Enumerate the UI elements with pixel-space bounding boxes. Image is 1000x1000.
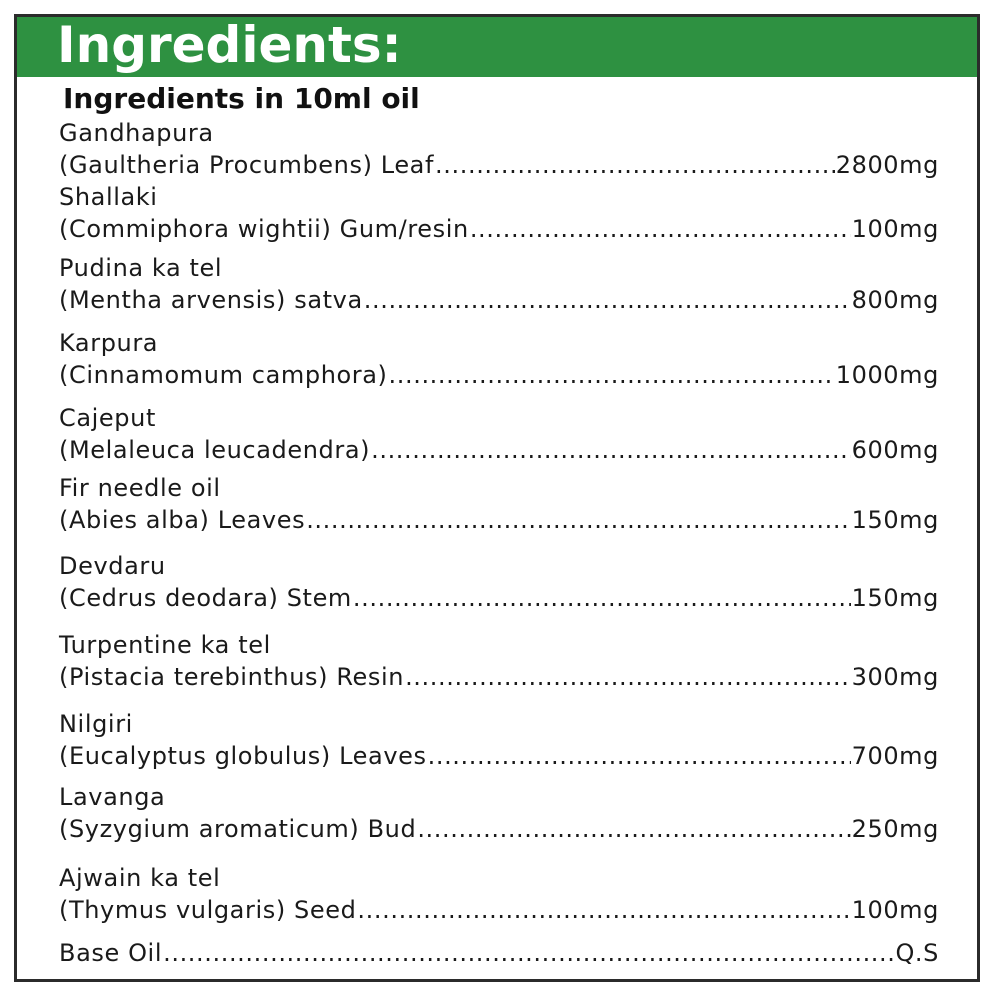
ingredient-row [59, 661, 939, 693]
ingredient-name: Shallaki [59, 183, 158, 211]
ingredient-source: (Commiphora wightii) Gum/resin [59, 215, 469, 243]
ingredient-amount: 100mg [851, 896, 939, 924]
dot-leader [389, 359, 835, 391]
ingredient-amount: 150mg [851, 506, 939, 534]
ingredient-amount: 800mg [851, 286, 939, 314]
dot-leader [371, 434, 850, 466]
header-bar [17, 17, 977, 77]
base-oil-label: Base Oil [59, 939, 163, 967]
ingredient-source: (Mentha arvensis) satva [59, 286, 363, 314]
ingredient-name: Ajwain ka tel [59, 864, 221, 892]
ingredient-row [59, 894, 939, 926]
ingredient-name: Nilgiri [59, 710, 133, 738]
ingredient-row [59, 284, 939, 316]
ingredient-amount: 100mg [851, 215, 939, 243]
dot-leader [306, 504, 850, 536]
ingredient-item [59, 327, 939, 391]
ingredient-source: (Abies alba) Leaves [59, 506, 306, 534]
ingredient-name: Lavanga [59, 783, 166, 811]
ingredient-amount: 2800mg [835, 151, 939, 179]
section-subheading: Ingredients in 10ml oil [63, 82, 420, 115]
base-oil-amount: Q.S [895, 939, 939, 967]
ingredient-amount: 150mg [851, 584, 939, 612]
ingredient-item [59, 181, 939, 245]
ingredient-source: (Syzygium aromaticum) Bud [59, 815, 417, 843]
ingredient-source: (Cinnamomum camphora) [59, 361, 388, 389]
ingredient-source: (Cedrus deodara) Stem [59, 584, 352, 612]
ingredient-amount: 700mg [851, 742, 939, 770]
ingredient-amount: 250mg [851, 815, 939, 843]
dot-leader [163, 937, 894, 969]
ingredient-item [59, 117, 939, 181]
ingredient-name: Fir needle oil [59, 474, 221, 502]
ingredient-name: Devdaru [59, 552, 166, 580]
ingredient-row [59, 937, 939, 969]
ingredient-item [59, 781, 939, 845]
ingredient-name: Gandhapura [59, 119, 214, 147]
dot-leader [417, 813, 850, 845]
dot-leader [470, 213, 851, 245]
page-title: Ingredients: [57, 16, 402, 74]
ingredient-row [59, 149, 939, 181]
dot-leader [405, 661, 851, 693]
ingredient-source: (Melaleuca leucadendra) [59, 436, 371, 464]
ingredient-item [59, 550, 939, 614]
ingredient-row [59, 359, 939, 391]
ingredient-amount: 1000mg [835, 361, 939, 389]
ingredient-item [59, 862, 939, 926]
ingredient-row [59, 434, 939, 466]
ingredient-name: Pudina ka tel [59, 254, 223, 282]
ingredient-name: Cajeput [59, 404, 156, 432]
ingredient-row [59, 213, 939, 245]
dot-leader [357, 894, 850, 926]
ingredient-item [59, 402, 939, 466]
dot-leader [435, 149, 835, 181]
ingredient-name: Turpentine ka tel [59, 631, 271, 659]
dot-leader [364, 284, 851, 316]
ingredient-item [59, 472, 939, 536]
ingredient-name: Karpura [59, 329, 159, 357]
ingredient-source: (Eucalyptus globulus) Leaves [59, 742, 427, 770]
ingredient-amount: 300mg [851, 663, 939, 691]
ingredient-item [59, 252, 939, 316]
dot-leader [353, 582, 851, 614]
base-oil-item [59, 937, 939, 969]
ingredient-row [59, 504, 939, 536]
ingredient-source: (Pistacia terebinthus) Resin [59, 663, 405, 691]
ingredient-row [59, 740, 939, 772]
dot-leader [428, 740, 851, 772]
ingredient-row [59, 813, 939, 845]
ingredient-source: (Thymus vulgaris) Seed [59, 896, 357, 924]
ingredients-panel [14, 14, 980, 982]
ingredient-amount: 600mg [851, 436, 939, 464]
ingredient-item [59, 708, 939, 772]
ingredient-item [59, 629, 939, 693]
ingredient-row [59, 582, 939, 614]
ingredient-source: (Gaultheria Procumbens) Leaf [59, 151, 435, 179]
